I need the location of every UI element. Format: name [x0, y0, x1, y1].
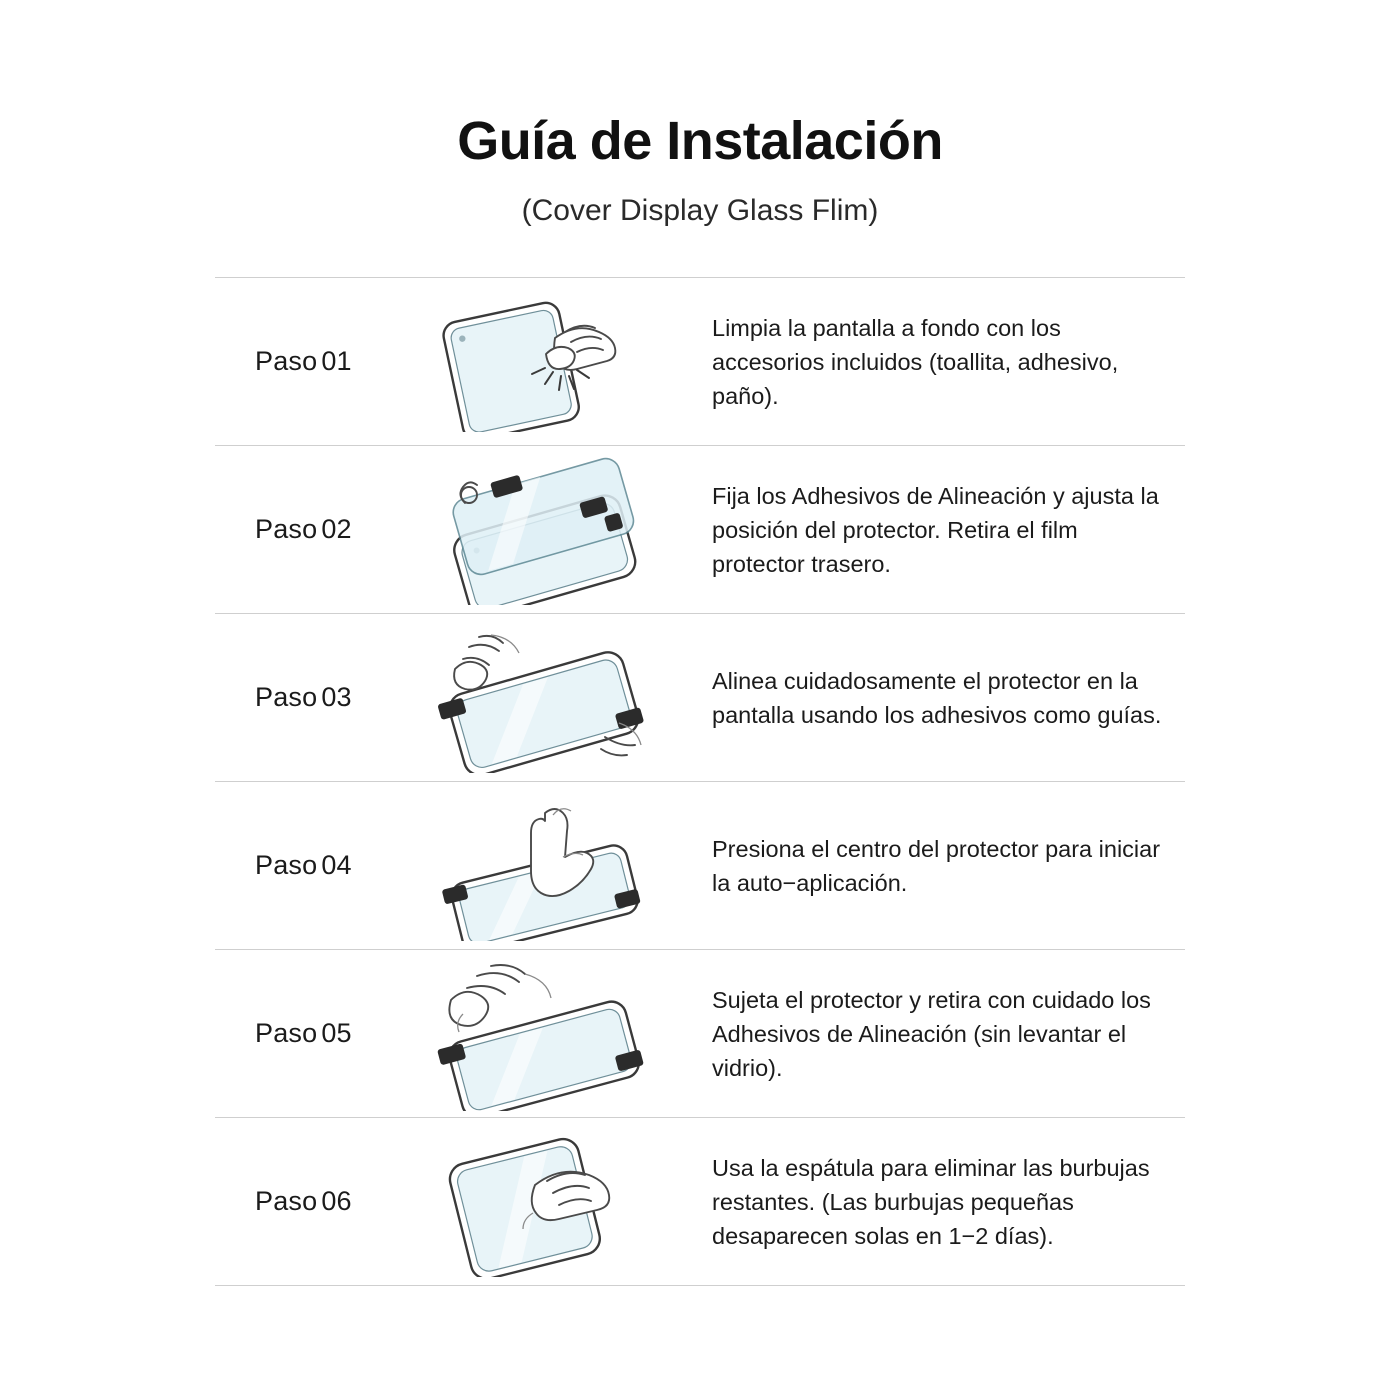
step-number: 04 [321, 850, 352, 881]
page-title: Guía de Instalación [457, 111, 943, 171]
step-description: Alinea cuidadosamente el protector en la pantalla usando los adhesivos como guías. [712, 667, 1162, 728]
step-number: 02 [321, 514, 352, 545]
step-row [215, 446, 1185, 614]
step-description: Limpia la pantalla a fondo con los accesorios incluidos (toallita, adhesivo, paño). [712, 314, 1119, 409]
step-label [215, 1186, 400, 1217]
document-header [0, 0, 1400, 229]
step-label [215, 850, 400, 881]
step-figure [400, 1127, 690, 1277]
step-label-text: Paso [255, 850, 318, 881]
step-number: 06 [321, 1186, 352, 1217]
step-row [215, 278, 1185, 446]
step-label [215, 1018, 400, 1049]
step-figure [400, 956, 690, 1111]
step-label-text: Paso [255, 682, 318, 713]
step-label [215, 682, 400, 713]
phone-cleaning-wipe-icon [405, 292, 685, 432]
step-figure [400, 292, 690, 432]
step-description: Presiona el centro del protector para iniciar la auto−aplicación. [712, 835, 1161, 896]
phone-remove-stickers-icon [405, 956, 685, 1111]
step-label-text: Paso [255, 514, 318, 545]
phone-press-center-icon [405, 791, 685, 941]
step-label-text: Paso [255, 1018, 318, 1049]
page-subtitle: (Cover Display Glass Flim) [521, 194, 879, 228]
step-label-text: Paso [255, 1186, 318, 1217]
steps-list [215, 277, 1185, 1286]
step-description: Fija los Adhesivos de Alineación y ajusta la posición del protector. Retira el film protector trasero. [712, 482, 1159, 577]
step-label [215, 346, 400, 377]
step-number: 05 [321, 1018, 352, 1049]
step-row [215, 950, 1185, 1118]
step-row [215, 1118, 1185, 1286]
step-figure [400, 623, 690, 773]
phone-alignment-stickers-icon [405, 455, 685, 605]
step-label-text: Paso [255, 346, 318, 377]
step-row [215, 614, 1185, 782]
phone-squeegee-bubbles-icon [405, 1127, 685, 1277]
step-figure [400, 791, 690, 941]
step-figure [400, 455, 690, 605]
phone-align-protector-icon [405, 623, 685, 773]
step-row [215, 782, 1185, 950]
step-description: Usa la espátula para eliminar las burbujas restantes. (Las burbujas pequeñas desaparecen solas en 1−2 días). [712, 1154, 1150, 1249]
step-description: Sujeta el protector y retira con cuidado los Adhesivos de Alineación (sin levantar el vidrio). [712, 986, 1151, 1081]
step-label [215, 514, 400, 545]
step-number: 03 [321, 682, 352, 713]
step-number: 01 [321, 346, 352, 377]
